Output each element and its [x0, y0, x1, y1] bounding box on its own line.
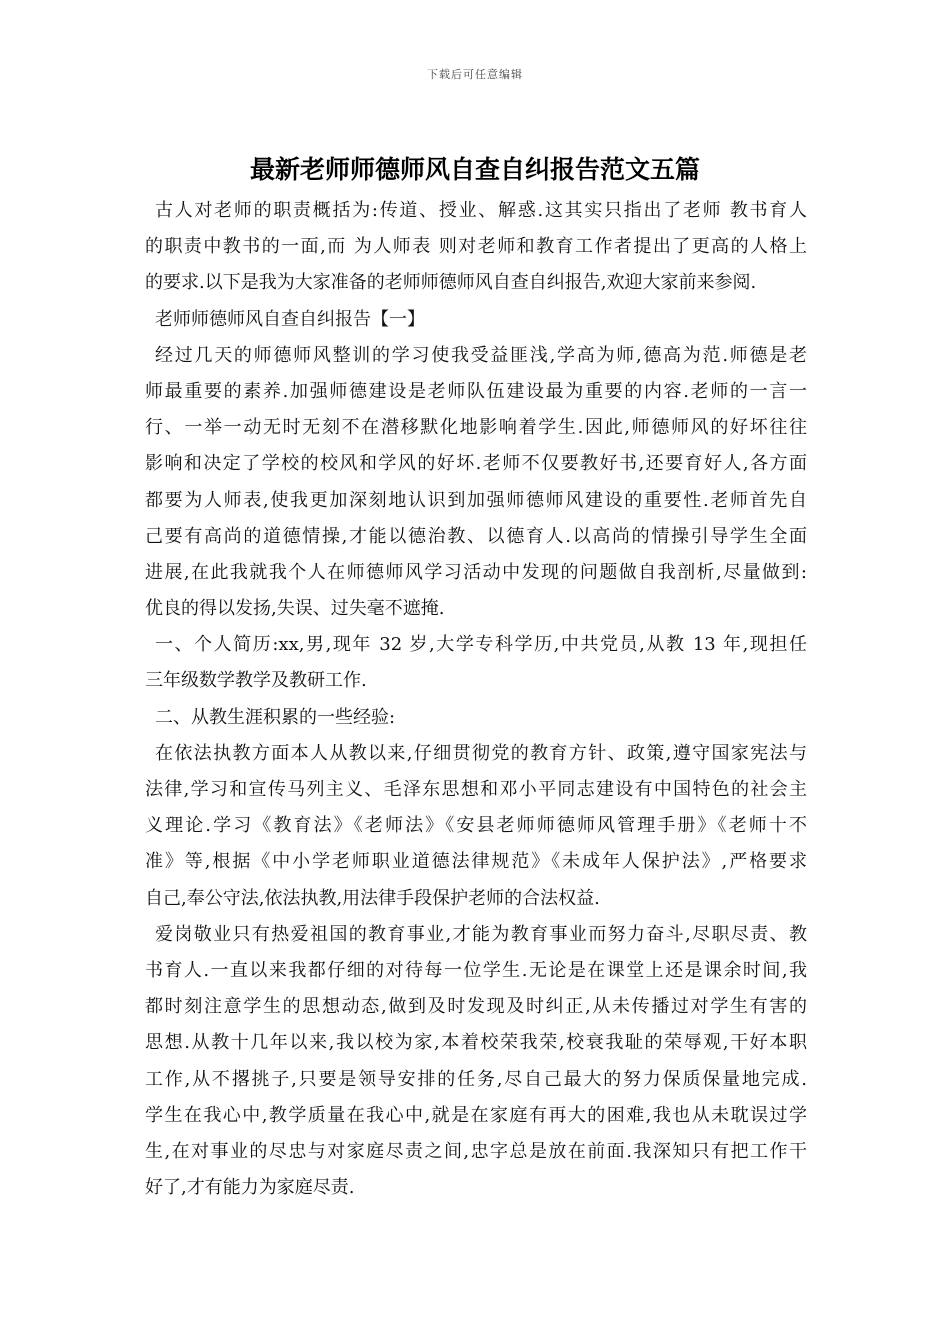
text-line: 书育人.一直以来我都仔细的对待每一位学生.无论是在课堂上还是课余时间,我 — [145, 959, 807, 981]
document-title: 最新老师师德师风自查自纠报告范文五篇 — [249, 155, 700, 184]
text-line: 自己,奉公守法,依法执教,用法律手段保护老师的合法权益. — [145, 887, 600, 909]
text-line: 行、一举一动无时无刻不在潜移默化地影响着学生.因此,师德师风的好坏往往 — [145, 417, 807, 439]
text-line: 一、个人简历:xx,男,现年 32 岁,大学专科学历,中共党员,从教 13 年,现担任 — [155, 634, 807, 656]
text-line: 准》等,根据《中小学老师职业道德法律规范》《未成年人保护法》,严格要求 — [145, 851, 807, 873]
text-line: 影响和决定了学校的校风和学风的好坏.老师不仅要教好书,还要育好人,各方面 — [145, 453, 807, 475]
text-line: 法律,学习和宣传马列主义、毛泽东思想和邓小平同志建设有中国特色的社会主 — [145, 779, 807, 800]
text-line: 生,在对事业的尽忠与对家庭尽责之间,忠字总是放在前面.我深知只有把工作干 — [145, 1140, 807, 1162]
section-heading: 二、从教生涯积累的一些经验: — [155, 706, 396, 728]
text-line: 的要求.以下是我为大家准备的老师师德师风自查自纠报告,欢迎大家前来参阅. — [145, 272, 757, 294]
text-line: 好了,才有能力为家庭尽责. — [145, 1177, 355, 1199]
text-line: 己要有高尚的道德情操,才能以德治教、以德育人.以高尚的情操引导学生全面 — [145, 525, 807, 547]
text-line: 师最重要的素养.加强师德建设是老师队伍建设最为重要的内容.老师的一言一 — [145, 380, 807, 402]
text-line: 爱岗敬业只有热爱祖国的教育事业,才能为教育事业而努力奋斗,尽职尽责、教 — [155, 923, 807, 945]
text-line: 思想.从教十几年以来,我以校为家,本着校荣我荣,校衰我耻的荣辱观,干好本职 — [145, 1032, 807, 1054]
text-line: 经过几天的师德师风整训的学习使我受益匪浅,学高为师,德高为范.师德是老 — [155, 344, 807, 366]
text-line: 都要为人师表,使我更加深刻地认识到加强师德师风建设的重要性.老师首先自 — [145, 489, 807, 511]
text-line: 进展,在此我就我个人在师德师风学习活动中发现的问题做自我剖析,尽量做到: — [145, 561, 807, 583]
text-line: 都时刻注意学生的思想动态,做到及时发现及时纠正,从未传播过对学生有害的 — [145, 996, 807, 1018]
header-note: 下载后可任意编辑 — [427, 68, 523, 81]
text-line: 的职责中教书的一面,而 为人师表 则对老师和教育工作者提出了更高的人格上 — [145, 236, 807, 258]
text-line: 工作,从不撂挑子,只要是领导安排的任务,尽自己最大的努力保质保量地完成. — [145, 1068, 807, 1090]
section-heading: 老师师德师风自查自纠报告【一】 — [155, 308, 425, 330]
text-line: 三年级数学教学及教研工作. — [145, 670, 367, 692]
text-line: 古人对老师的职责概括为:传道、授业、解惑.这其实只指出了老师 教书育人 — [155, 200, 807, 221]
text-line: 在依法执教方面本人从教以来,仔细贯彻党的教育方针、政策,遵守国家宪法与 — [155, 742, 807, 764]
document-body — [145, 193, 807, 1206]
text-line: 义理论.学习《教育法》《老师法》《安县老师师德师风管理手册》《老师十不 — [145, 815, 807, 837]
text-line: 优良的得以发扬,失误、过失毫不遮掩. — [145, 598, 445, 620]
text-line: 学生在我心中,教学质量在我心中,就是在家庭有再大的困难,我也从未耽误过学 — [145, 1104, 807, 1126]
